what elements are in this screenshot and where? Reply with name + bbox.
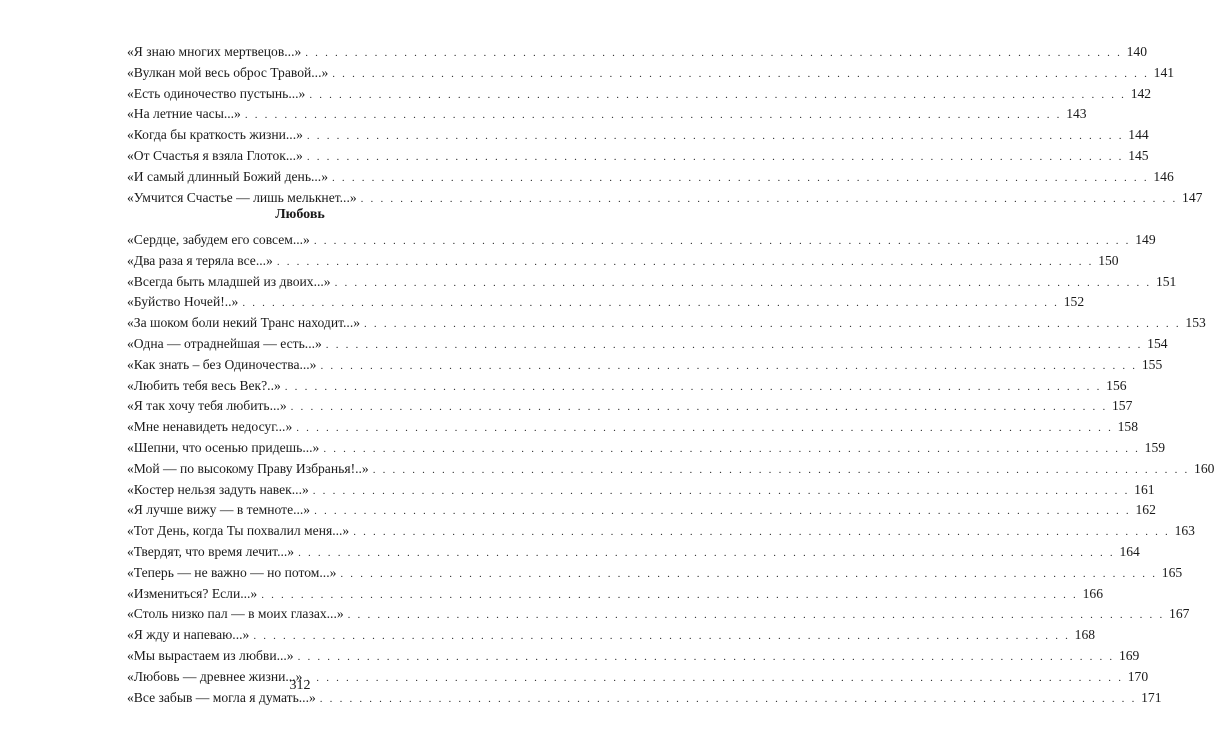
page-number: 312 — [289, 678, 311, 693]
toc-entry-title: «Когда бы краткость жизни...» — [127, 127, 303, 143]
toc-entry — [127, 292, 1085, 313]
dot-leader: . . . . . . . . . . . . . . . . . . . . . . . . . . . . . . . . . . . . . . . . . . . . . . . . . . . . . . . . . . . . . . . . . . . . . . . . . . . . . . . . . . . — [372, 463, 1190, 476]
toc-entry-title: «Буйство Ночей!..» — [127, 294, 239, 310]
toc-entry-title: «Два раза я теряла все...» — [127, 252, 273, 268]
toc-entry-page: 155 — [1141, 356, 1163, 372]
toc-entry-page: 153 — [1185, 315, 1206, 331]
dot-leader: . . . . . . . . . . . . . . . . . . . . . . . . . . . . . . . . . . . . . . . . . . . . . . . . . . . . . . . . . . . . . . . . . . . . . . . . . . . . . . . . . . . — [325, 338, 1143, 351]
toc-entry — [127, 500, 1156, 521]
toc-entry-title: «Столь низко пал — в моих глазах...» — [127, 606, 344, 622]
toc-entry-page: 171 — [1141, 689, 1162, 705]
toc-entry-page: 144 — [1128, 127, 1149, 143]
dot-leader: . . . . . . . . . . . . . . . . . . . . . . . . . . . . . . . . . . . . . . . . . . . . . . . . . . . . . . . . . . . . . . . . . . . . . . . . . . . . . . . . . . . — [297, 650, 1115, 663]
toc-entry — [127, 480, 1155, 501]
dot-leader: . . . . . . . . . . . . . . . . . . . . . . . . . . . . . . . . . . . . . . . . . . . . . . . . . . . . . . . . . . . . . . . . . . . . . . . . . . . . . . . . . . . — [242, 297, 1060, 310]
toc-entry — [127, 42, 1148, 63]
dot-leader: . . . . . . . . . . . . . . . . . . . . . . . . . . . . . . . . . . . . . . . . . . . . . . . . . . . . . . . . . . . . . . . . . . . . . . . . . . . . . . . . . . . — [298, 546, 1115, 559]
toc-entry-title: «Я жду и напеваю...» — [127, 627, 250, 643]
toc-entry-page: 156 — [1106, 377, 1127, 393]
toc-entry-title: «Как знать – без Одиночества...» — [127, 356, 317, 372]
toc-entry-title: «Я так хочу тебя любить...» — [127, 398, 287, 414]
toc-entry-title: «За шоком боли некий Транс находит...» — [127, 315, 361, 331]
toc-entry-page: 160 — [1194, 460, 1214, 476]
toc-entry-title: «Тот День, когда Ты похвалил меня...» — [127, 523, 350, 539]
toc-entry-page: 158 — [1117, 419, 1139, 435]
toc-entry-title: «Теперь — не важно — но потом...» — [127, 564, 337, 580]
toc-entry — [127, 521, 1195, 542]
toc-entry-title: «Я лучше вижу — в темноте...» — [127, 502, 311, 518]
toc-entry — [127, 63, 1175, 84]
toc-entry-title: «И самый длинный Божий день...» — [127, 168, 329, 184]
dot-leader: . . . . . . . . . . . . . . . . . . . . . . . . . . . . . . . . . . . . . . . . . . . . . . . . . . . . . . . . . . . . . . . . . . . . . . . . . . . . . . . . . . . — [284, 380, 1102, 393]
toc-entry-page: 140 — [1126, 44, 1148, 59]
toc-entry-page: 167 — [1169, 606, 1190, 622]
dot-leader: . . . . . . . . . . . . . . . . . . . . . . . . . . . . . . . . . . . . . . . . . . . . . . . . . . . . . . . . . . . . . . . . . . . . . . . . . . . . . . . . . . . — [332, 171, 1149, 184]
toc-entry-page: 159 — [1144, 439, 1166, 455]
dot-leader: . . . . . . . . . . . . . . . . . . . . . . . . . . . . . . . . . . . . . . . . . . . . . . . . . . . . . . . . . . . . . . . . . . . . . . . . . . . . . . . . . . . — [353, 526, 1170, 539]
toc-entry — [127, 167, 1174, 188]
toc-entry — [127, 251, 1119, 272]
dot-leader: . . . . . . . . . . . . . . . . . . . . . . . . . . . . . . . . . . . . . . . . . . . . . . . . . . . . . . . . . . . . . . . . . . . . . . . . . . . . . . . . . . . — [360, 192, 1178, 205]
toc-entry-title: «Шепни, что осенью придешь...» — [127, 439, 320, 455]
toc-entry-title: «Мне ненавидеть недосуг...» — [127, 419, 293, 435]
toc-entry — [127, 604, 1190, 625]
toc-entry-page: 145 — [1128, 147, 1149, 163]
toc-entry-title: «Твердят, что время лечит...» — [127, 543, 295, 559]
toc-entry-page: 142 — [1130, 85, 1152, 101]
toc-entry — [127, 417, 1139, 438]
dot-leader: . . . . . . . . . . . . . . . . . . . . . . . . . . . . . . . . . . . . . . . . . . . . . . . . . . . . . . . . . . . . . . . . . . . . . . . . . . . . . . . . . . . — [261, 588, 1078, 601]
dot-leader: . . . . . . . . . . . . . . . . . . . . . . . . . . . . . . . . . . . . . . . . . . . . . . . . . . . . . . . . . . . . . . . . . . . . . . . . . . . . . . . . . . . — [305, 47, 1123, 59]
dot-leader: . . . . . . . . . . . . . . . . . . . . . . . . . . . . . . . . . . . . . . . . . . . . . . . . . . . . . . . . . . . . . . . . . . . . . . . . . . . . . . . . . . . — [320, 359, 1138, 372]
dot-leader: . . . . . . . . . . . . . . . . . . . . . . . . . . . . . . . . . . . . . . . . . . . . . . . . . . . . . . . . . . . . . . . . . . . . . . . . . . . . . . . . . . . — [319, 692, 1137, 705]
toc-entry — [127, 104, 1087, 125]
toc-entry-page: 151 — [1155, 273, 1177, 289]
toc-entry-title: «Мой — по высокому Праву Избранья!..» — [127, 460, 369, 476]
toc-entry-page: 164 — [1119, 543, 1140, 559]
toc-entry — [127, 438, 1166, 459]
toc-entry-title: «Все забыв — могла я думать...» — [127, 689, 316, 705]
toc-section-previous — [127, 42, 1203, 208]
dot-leader: . . . . . . . . . . . . . . . . . . . . . . . . . . . . . . . . . . . . . . . . . . . . . . . . . . . . . . . . . . . . . . . . . . . . . . . . . . . . . . . . . . . — [312, 484, 1130, 497]
toc-entry-page: 141 — [1153, 64, 1175, 80]
toc-entry-page: 169 — [1118, 647, 1140, 663]
dot-leader: . . . . . . . . . . . . . . . . . . . . . . . . . . . . . . . . . . . . . . . . . . . . . . . . . . . . . . . . . . . . . . . . . . . . . . . . . . . . . . . . . . . — [347, 609, 1165, 622]
toc-entry — [127, 584, 1103, 605]
toc-entry — [127, 272, 1177, 293]
toc-entry-page: 166 — [1082, 585, 1103, 601]
toc-entry — [127, 646, 1140, 667]
dot-leader: . . . . . . . . . . . . . . . . . . . . . . . . . . . . . . . . . . . . . . . . . . . . . . . . . . . . . . . . . . . . . . . . . . . . . . . . . . . . . . . . . . . — [276, 255, 1094, 268]
dot-leader: . . . . . . . . . . . . . . . . . . . . . . . . . . . . . . . . . . . . . . . . . . . . . . . . . . . . . . . . . . . . . . . . . . . . . . . . . . . . . . . . . . . — [309, 88, 1127, 101]
toc-entry — [127, 376, 1127, 397]
toc-entry-page: 152 — [1063, 294, 1085, 310]
toc-entry-page: 168 — [1074, 627, 1096, 643]
toc-entry-page: 165 — [1161, 564, 1183, 580]
toc-entry-page: 147 — [1182, 189, 1203, 205]
toc-entry-title: «Измениться? Если...» — [127, 585, 258, 601]
dot-leader: . . . . . . . . . . . . . . . . . . . . . . . . . . . . . . . . . . . . . . . . . . . . . . . . . . . . . . . . . . . . . . . . . . . . . . . . . . . . . . . . . . . — [314, 505, 1131, 518]
toc-entry-page: 162 — [1135, 502, 1156, 518]
toc-entry-title: «Любовь — древнее жизни...» — [127, 668, 303, 684]
toc-entry-page: 157 — [1112, 398, 1133, 414]
dot-leader: . . . . . . . . . . . . . . . . . . . . . . . . . . . . . . . . . . . . . . . . . . . . . . . . . . . . . . . . . . . . . . . . . . . . . . . . . . . . . . . . . . . — [306, 150, 1124, 163]
toc-section-love — [127, 230, 1214, 708]
section-heading: Любовь — [275, 207, 325, 222]
toc-entry-title: «Одна — отраднейшая — есть...» — [127, 335, 322, 351]
toc-entry — [127, 563, 1183, 584]
toc-entry — [127, 355, 1163, 376]
toc-entry-page: 161 — [1134, 481, 1155, 497]
toc-entry — [127, 125, 1149, 146]
toc-entry — [127, 542, 1140, 563]
toc-entry-page: 150 — [1098, 252, 1119, 268]
toc-entry — [127, 334, 1168, 355]
toc-entry — [127, 230, 1156, 251]
dot-leader: . . . . . . . . . . . . . . . . . . . . . . . . . . . . . . . . . . . . . . . . . . . . . . . . . . . . . . . . . . . . . . . . . . . . . . . . . . . . . . . . . . . — [306, 130, 1124, 143]
toc-entry — [127, 396, 1133, 417]
dot-leader: . . . . . . . . . . . . . . . . . . . . . . . . . . . . . . . . . . . . . . . . . . . . . . . . . . . . . . . . . . . . . . . . . . . . . . . . . . . . . . . . . . . — [364, 318, 1181, 331]
toc-entry-title: «На летние часы...» — [127, 106, 241, 122]
toc-entry-page: 170 — [1127, 668, 1149, 684]
toc-entry-title: «Сердце, забудем его совсем...» — [127, 232, 310, 247]
dot-leader: . . . . . . . . . . . . . . . . . . . . . . . . . . . . . . . . . . . . . . . . . . . . . . . . . . . . . . . . . . . . . . . . . . . . . . . . . . . . . . . . . . . — [290, 401, 1108, 414]
toc-entry-title: «Умчится Счастье — лишь мелькнет...» — [127, 189, 357, 205]
dot-leader: . . . . . . . . . . . . . . . . . . . . . . . . . . . . . . . . . . . . . . . . . . . . . . . . . . . . . . . . . . . . . . . . . . . . . . . . . . . . . . . . . . . — [323, 442, 1141, 455]
dot-leader: . . . . . . . . . . . . . . . . . . . . . . . . . . . . . . . . . . . . . . . . . . . . . . . . . . . . . . . . . . . . . . . . . . . . . . . . . . . . . . . . . . . — [244, 109, 1062, 122]
dot-leader: . . . . . . . . . . . . . . . . . . . . . . . . . . . . . . . . . . . . . . . . . . . . . . . . . . . . . . . . . . . . . . . . . . . . . . . . . . . . . . . . . . . — [332, 67, 1150, 80]
toc-entry — [127, 84, 1152, 105]
dot-leader: . . . . . . . . . . . . . . . . . . . . . . . . . . . . . . . . . . . . . . . . . . . . . . . . . . . . . . . . . . . . . . . . . . . . . . . . . . . . . . . . . . . — [306, 671, 1124, 684]
toc-entry-title: «От Счастья я взяла Глоток...» — [127, 147, 303, 163]
toc-entry — [127, 146, 1149, 167]
dot-leader: . . . . . . . . . . . . . . . . . . . . . . . . . . . . . . . . . . . . . . . . . . . . . . . . . . . . . . . . . . . . . . . . . . . . . . . . . . . . . . . . . . . — [296, 422, 1114, 435]
toc-entry-title: «Вулкан мой весь оброс Травой...» — [127, 64, 329, 80]
toc-entry-page: 146 — [1153, 168, 1174, 184]
toc-entry — [127, 313, 1206, 334]
dot-leader: . . . . . . . . . . . . . . . . . . . . . . . . . . . . . . . . . . . . . . . . . . . . . . . . . . . . . . . . . . . . . . . . . . . . . . . . . . . . . . . . . . . — [313, 235, 1131, 247]
dot-leader: . . . . . . . . . . . . . . . . . . . . . . . . . . . . . . . . . . . . . . . . . . . . . . . . . . . . . . . . . . . . . . . . . . . . . . . . . . . . . . . . . . . — [253, 630, 1071, 643]
dot-leader: . . . . . . . . . . . . . . . . . . . . . . . . . . . . . . . . . . . . . . . . . . . . . . . . . . . . . . . . . . . . . . . . . . . . . . . . . . . . . . . . . . . — [334, 276, 1152, 289]
dot-leader: . . . . . . . . . . . . . . . . . . . . . . . . . . . . . . . . . . . . . . . . . . . . . . . . . . . . . . . . . . . . . . . . . . . . . . . . . . . . . . . . . . . — [340, 567, 1158, 580]
toc-entry — [127, 625, 1096, 646]
toc-entry-title: «Всегда быть младшей из двоих...» — [127, 273, 331, 289]
toc-entry-title: «Мы вырастаем из любви...» — [127, 647, 294, 663]
toc-entry-title: «Я знаю многих мертвецов...» — [127, 44, 302, 59]
toc-entry-title: «Любить тебя весь Век?..» — [127, 377, 281, 393]
toc-entry — [127, 459, 1214, 480]
toc-entry-page: 163 — [1174, 523, 1195, 539]
toc-entry-page: 154 — [1147, 335, 1168, 351]
toc-entry-page: 143 — [1066, 106, 1087, 122]
toc-entry-title: «Костер нельзя задуть навек...» — [127, 481, 309, 497]
toc-entry-title: «Есть одиночество пустынь...» — [127, 85, 306, 101]
toc-entry-page: 149 — [1135, 232, 1156, 247]
